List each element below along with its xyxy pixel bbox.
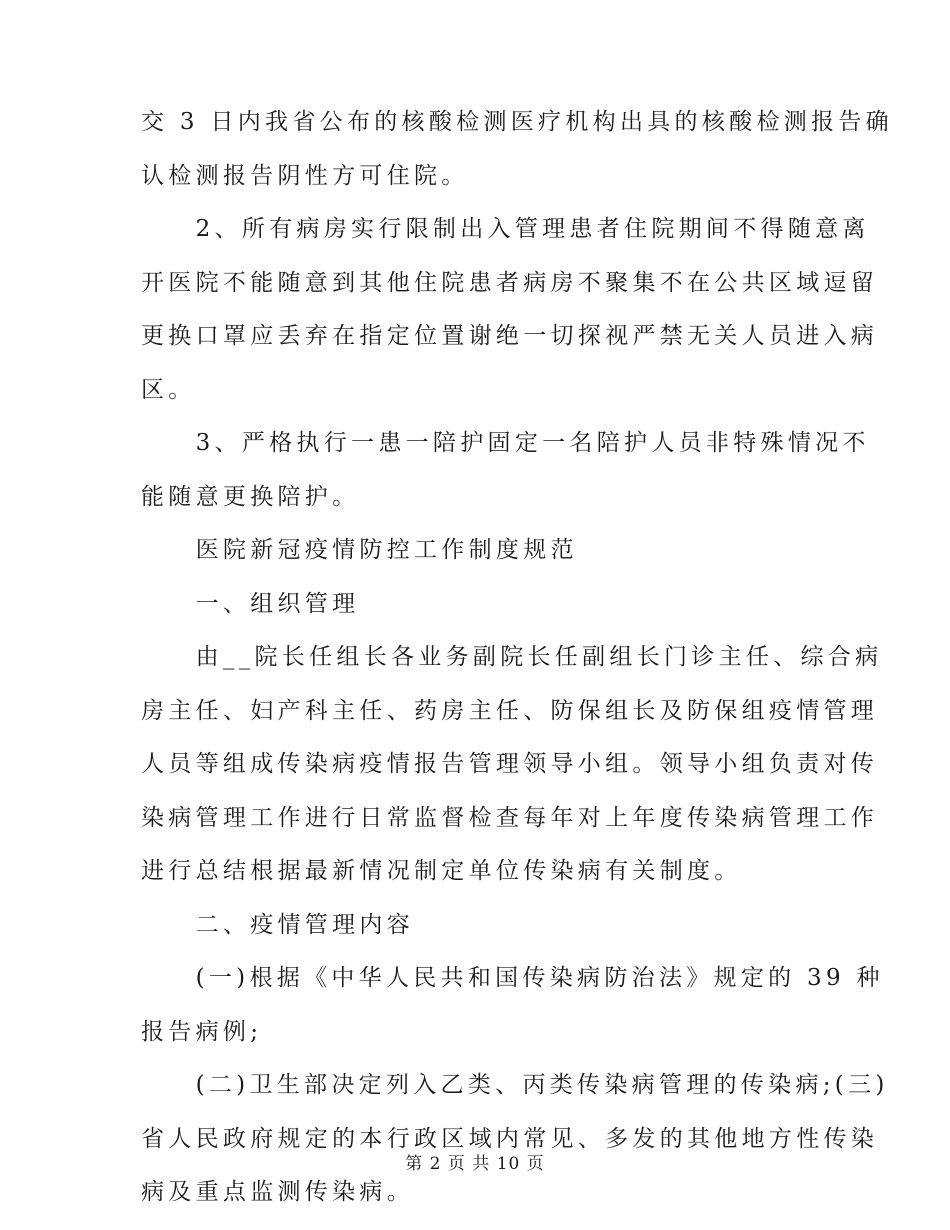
text-line: 房主任、妇产科主任、药房主任、防保组长及防保组疫情管理 (141, 697, 879, 724)
text-line: (二)卫生部决定列入乙类、丙类传染病管理的传染病;(三) (141, 1072, 889, 1098)
text-line: 省人民政府规定的本行政区域内常见、多发的其他地方性传染 (141, 1125, 879, 1152)
text-line: 染病管理工作进行日常监督检查每年对上年度传染病管理工作 (141, 804, 879, 831)
text-line: 开医院不能随意到其他住院患者病房不聚集不在公共区域逗留 (141, 269, 879, 296)
section-heading: 一、组织管理 (141, 590, 360, 617)
text-line: 2、所有病房实行限制出入管理患者住院期间不得随意离 (141, 216, 870, 242)
text-line: 报告病例; (141, 1018, 263, 1045)
text-line: 3、严格执行一患一陪护固定一名陪护人员非特殊情况不 (141, 430, 870, 456)
text-line: 人员等组成传染病疫情报告管理领导小组。领导小组负责对传 (141, 751, 879, 777)
page-number-footer: 第 2 页 共 10 页 (405, 1154, 545, 1174)
text-line: 由__院长任组长各业务副院长任副组长门诊主任、综合病 (141, 644, 883, 670)
document-body (141, 96, 893, 1220)
section-heading: 二、疫情管理内容 (141, 911, 414, 938)
text-line: 更换口罩应丢弃在指定位置谢绝一切探视严禁无关人员进入病 (141, 323, 879, 349)
text-line: 能随意更换陪护。 (141, 483, 360, 510)
text-line: 病及重点监测传染病。 (141, 1179, 414, 1205)
section-heading: 医院新冠疫情防控工作制度规范 (141, 537, 578, 563)
text-line: 进行总结根据最新情况制定单位传染病有关制度。 (141, 858, 742, 884)
text-line: 交 3 日内我省公布的核酸检测医疗机构出具的核酸检测报告确 (141, 109, 893, 135)
text-line: (一)根据《中华人民共和国传染病防治法》规定的 39 种 (141, 965, 884, 991)
text-line: 认检测报告阴性方可住院。 (141, 162, 469, 189)
text-line: 区。 (141, 376, 196, 403)
